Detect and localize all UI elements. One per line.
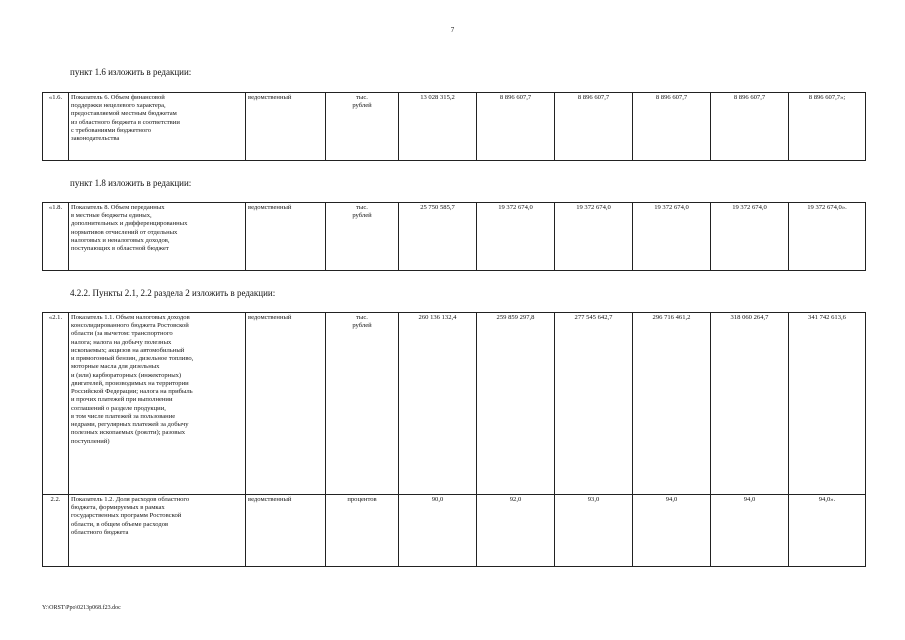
indicator-name: Показатель 8. Объем переданных в местные бюджеты единых, дополнительных и дифференцированных нормативов отчислений от отдельных налоговых и неналоговых доходов, поступающих в областной бюджет xyxy=(69,203,246,271)
heading-point-1-6: пункт 1.6 изложить в редакции: xyxy=(70,67,192,77)
unit: тыс. рублей xyxy=(326,203,399,271)
value-cell: 8 896 607,7 xyxy=(477,93,555,161)
value-cell: 277 545 642,7 xyxy=(555,313,633,495)
unit: процентов xyxy=(326,495,399,567)
value-cell: 296 716 461,2 xyxy=(633,313,711,495)
value-cell: 93,0 xyxy=(555,495,633,567)
table-row xyxy=(43,93,866,161)
value-cell: 92,0 xyxy=(477,495,555,567)
row-number: «1.6. xyxy=(43,93,69,161)
value-cell: 94,0 xyxy=(633,495,711,567)
heading-point-1-8: пункт 1.8 изложить в редакции: xyxy=(70,178,192,188)
value-cell: 259 859 297,8 xyxy=(477,313,555,495)
value-cell: 8 896 607,7»; xyxy=(789,93,866,161)
value-cell: 8 896 607,7 xyxy=(633,93,711,161)
value-cell: 8 896 607,7 xyxy=(555,93,633,161)
row-number: «1.8. xyxy=(43,203,69,271)
value-cell: 260 136 132,4 xyxy=(399,313,477,495)
indicator-name: Показатель 1.1. Объем налоговых доходов консолидированного бюджета Ростовской области (за вычетом: транспортного налога; налога на добычу полезных ископаемых; акцизов на автомобильный и прямогонный бензин, дизельное топливо, моторные масла для дизельных и (или) карбюраторных (инжекторных) двигателей, производимых на территории Российской Федерации; налога на прибыль и прочих платежей при выполнении соглашений о разделе продукции, в том числе платежей за пользование недрами, регулярных платежей за добычу полезных ископаемых (роялти); разовых поступлений) xyxy=(69,313,246,495)
table-row xyxy=(43,495,866,567)
heading-section-4-2-2: 4.2.2. Пункты 2.1, 2.2 раздела 2 изложить в редакции: xyxy=(70,288,276,298)
value-cell: 19 372 674,0 xyxy=(555,203,633,271)
value-cell: 25 750 585,7 xyxy=(399,203,477,271)
indicator-type: ведомственный xyxy=(246,495,326,567)
value-cell: 318 060 264,7 xyxy=(711,313,789,495)
value-cell: 94,0 xyxy=(711,495,789,567)
value-cell: 13 028 315,2 xyxy=(399,93,477,161)
value-cell: 19 372 674,0 xyxy=(633,203,711,271)
value-cell: 8 896 607,7 xyxy=(711,93,789,161)
value-cell: 19 372 674,0». xyxy=(789,203,866,271)
indicator-name: Показатель 1.2. Доля расходов областного бюджета, формируемых в рамках государственных программ Ростовской области, в общем объеме расходов областного бюджета xyxy=(69,495,246,567)
page-number: 7 xyxy=(450,26,455,34)
table-indicator-1-6 xyxy=(42,92,866,161)
unit: тыс. рублей xyxy=(326,93,399,161)
row-number: 2.2. xyxy=(43,495,69,567)
value-cell: 19 372 674,0 xyxy=(711,203,789,271)
value-cell: 90,0 xyxy=(399,495,477,567)
file-path-footer: Y:\ORST\Ppo\0213p068.f23.doc xyxy=(42,605,121,611)
value-cell: 341 742 613,6 xyxy=(789,313,866,495)
value-cell: 19 372 674,0 xyxy=(477,203,555,271)
table-section-2 xyxy=(42,312,866,567)
table-indicator-1-8 xyxy=(42,202,866,271)
indicator-type: ведомственный xyxy=(246,93,326,161)
table-row xyxy=(43,203,866,271)
indicator-type: ведомственный xyxy=(246,313,326,495)
table-row xyxy=(43,313,866,495)
row-number: «2.1. xyxy=(43,313,69,495)
value-cell: 94,0». xyxy=(789,495,866,567)
unit: тыс. рублей xyxy=(326,313,399,495)
indicator-type: ведомственный xyxy=(246,203,326,271)
indicator-name: Показатель 6. Объем финансовой поддержки нецелевого характера, предоставляемой местным бюджетам из областного бюджета в соответствии с требованиями бюджетного законодательства xyxy=(69,93,246,161)
